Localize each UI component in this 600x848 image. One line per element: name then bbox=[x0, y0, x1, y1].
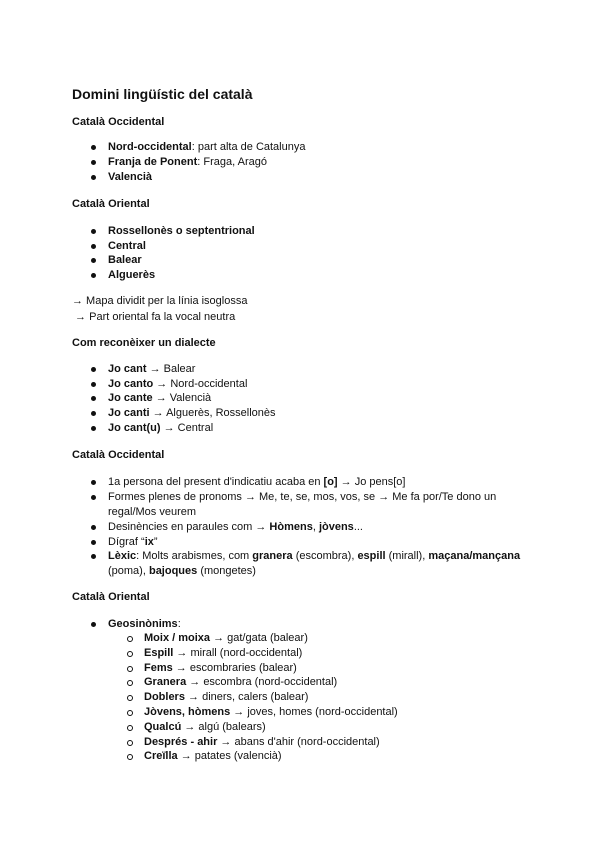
note-line: → Part oriental fa la vocal neutra bbox=[72, 311, 236, 323]
list-item: 1a persona del present d'indicatiu acaba en [o] → Jo pens[o] bbox=[108, 476, 406, 488]
circle-bullet-icon bbox=[127, 636, 133, 642]
bullet-icon bbox=[91, 382, 96, 387]
circle-bullet-icon bbox=[127, 754, 133, 760]
bullet-icon bbox=[91, 145, 96, 150]
bullet-icon bbox=[91, 622, 96, 627]
sub-list-item: Qualcú → algú (balears) bbox=[144, 721, 266, 733]
list-item: Formes plenes de pronoms → Me, te, se, mos, vos, se → Me fa por/Te dono un bbox=[108, 491, 497, 503]
bullet-icon bbox=[91, 175, 96, 180]
bullet-icon bbox=[91, 258, 96, 263]
sub-list-item: Creïlla → patates (valencià) bbox=[144, 750, 282, 762]
list-item: Desinències en paraules com → Hòmens, jòvens... bbox=[108, 521, 363, 533]
sub-list-item: Fems → escombraries (balear) bbox=[144, 662, 297, 674]
list-item: Jo canti → Alguerès, Rossellonès bbox=[108, 407, 276, 419]
circle-bullet-icon bbox=[127, 680, 133, 686]
bullet-icon bbox=[91, 273, 96, 278]
sub-list-item: Després - ahir → abans d'ahir (nord-occidental) bbox=[144, 736, 380, 748]
section-heading-oriental: Català Oriental bbox=[72, 198, 150, 210]
bullet-icon bbox=[91, 426, 96, 431]
list-item: Lèxic: Molts arabismes, com granera (escombra), espill (mirall), maçana/mançana bbox=[108, 550, 521, 562]
circle-bullet-icon bbox=[127, 710, 133, 716]
bullet-icon bbox=[91, 367, 96, 372]
sub-list-item: Espill → mirall (nord-occidental) bbox=[144, 647, 303, 659]
list-item: Geosinònims: bbox=[108, 618, 181, 630]
list-item: Valencià bbox=[108, 171, 153, 183]
bullet-icon bbox=[91, 160, 96, 165]
circle-bullet-icon bbox=[127, 651, 133, 657]
list-item: Dígraf “ix” bbox=[108, 536, 158, 548]
list-item: Jo cant(u) → Central bbox=[108, 422, 214, 434]
list-item: Jo cant → Balear bbox=[108, 363, 196, 375]
list-item: Nord-occidental: part alta de Catalunya bbox=[108, 141, 306, 153]
bullet-icon bbox=[91, 480, 96, 485]
bullet-icon bbox=[91, 229, 96, 234]
list-item: Jo cante → Valencià bbox=[108, 392, 212, 404]
section-heading-oriental-2: Català Oriental bbox=[72, 591, 150, 603]
bullet-icon bbox=[91, 244, 96, 249]
bullet-icon bbox=[91, 495, 96, 500]
bullet-icon bbox=[91, 525, 96, 530]
section-heading-occidental: Català Occidental bbox=[72, 116, 165, 128]
sub-list-item: Granera → escombra (nord-occidental) bbox=[144, 676, 338, 688]
list-item: Alguerès bbox=[108, 269, 156, 281]
bullet-icon bbox=[91, 554, 96, 559]
bullet-icon bbox=[91, 396, 96, 401]
sub-list-item: Doblers → diners, calers (balear) bbox=[144, 691, 309, 703]
circle-bullet-icon bbox=[127, 695, 133, 701]
list-item: Franja de Ponent: Fraga, Aragó bbox=[108, 156, 267, 168]
list-item: Jo canto → Nord-occidental bbox=[108, 378, 248, 390]
circle-bullet-icon bbox=[127, 725, 133, 731]
note-line: → Mapa dividit per la línia isoglossa bbox=[72, 295, 248, 307]
circle-bullet-icon bbox=[127, 740, 133, 746]
circle-bullet-icon bbox=[127, 666, 133, 672]
list-item: Rossellonès o septentrional bbox=[108, 225, 255, 237]
sub-list-item: Jòvens, hòmens → joves, homes (nord-occidental) bbox=[144, 706, 398, 718]
section-heading-occidental-2: Català Occidental bbox=[72, 449, 165, 461]
list-item: Central bbox=[108, 240, 146, 252]
bullet-icon bbox=[91, 540, 96, 545]
bullet-icon bbox=[91, 411, 96, 416]
list-item: Balear bbox=[108, 254, 142, 266]
list-item-continuation: regal/Mos veurem bbox=[108, 506, 197, 518]
sub-list-item: Moix / moixa → gat/gata (balear) bbox=[144, 632, 308, 644]
section-heading-dialect: Com reconèixer un dialecte bbox=[72, 337, 216, 349]
page-title: Domini lingüístic del català bbox=[72, 86, 253, 102]
list-item-continuation: (poma), bajoques (mongetes) bbox=[108, 565, 256, 577]
